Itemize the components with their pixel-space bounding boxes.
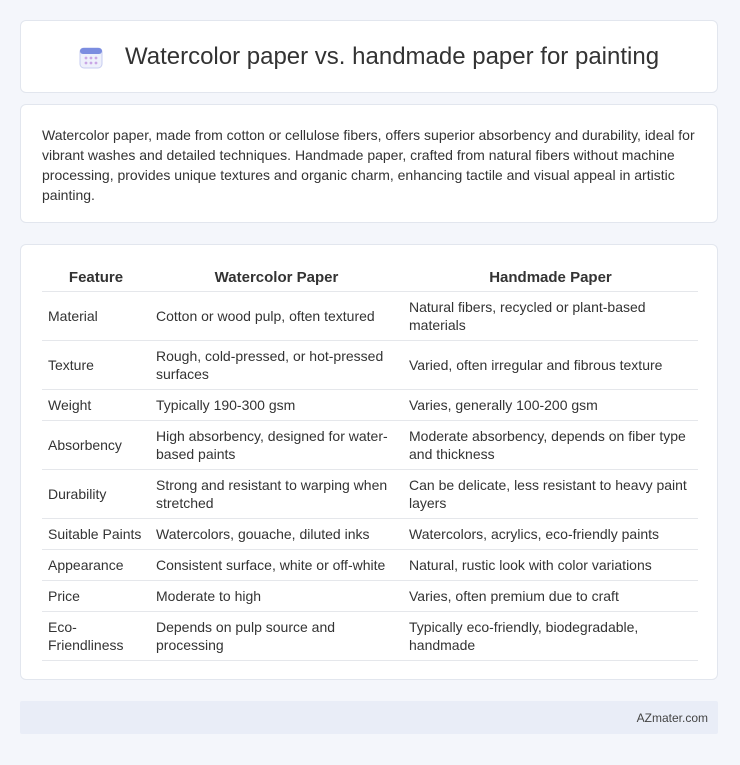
watercolor-cell: Consistent surface, white or off-white xyxy=(150,550,403,581)
watercolor-cell: Cotton or wood pulp, often textured xyxy=(150,292,403,341)
description-card xyxy=(20,104,718,223)
watercolor-cell: Watercolors, gouache, diluted inks xyxy=(150,519,403,550)
handmade-cell: Natural, rustic look with color variations xyxy=(403,550,698,581)
handmade-cell: Varied, often irregular and fibrous texture xyxy=(403,341,698,390)
table-row xyxy=(42,341,698,390)
watercolor-cell: Rough, cold-pressed, or hot-pressed surfaces xyxy=(150,341,403,390)
footer-source: AZmater.com xyxy=(636,710,708,725)
table-row xyxy=(42,550,698,581)
handmade-cell: Varies, generally 100-200 gsm xyxy=(403,390,698,421)
comparison-table xyxy=(42,263,698,661)
table-row xyxy=(42,470,698,519)
comparison-table-card xyxy=(20,244,718,680)
handmade-cell: Natural fibers, recycled or plant-based materials xyxy=(403,292,698,341)
table-header-row xyxy=(42,263,698,292)
table-row xyxy=(42,390,698,421)
calendar-icon xyxy=(79,45,103,69)
handmade-cell: Moderate absorbency, depends on fiber type and thickness xyxy=(403,421,698,470)
table-row xyxy=(42,612,698,661)
header-feature: Feature xyxy=(42,263,150,292)
page-title: Watercolor paper vs. handmade paper for painting xyxy=(124,42,660,70)
feature-cell: Durability xyxy=(42,470,150,519)
feature-cell: Weight xyxy=(42,390,150,421)
watercolor-cell: Typically 190-300 gsm xyxy=(150,390,403,421)
table-row xyxy=(42,519,698,550)
handmade-cell: Typically eco-friendly, biodegradable, handmade xyxy=(403,612,698,661)
handmade-cell: Can be delicate, less resistant to heavy paint layers xyxy=(403,470,698,519)
description-text: Watercolor paper, made from cotton or cellulose fibers, offers superior absorbency and durability, ideal for vibrant washes and detailed techniques. Handmade paper, crafted from natural fibers without machine processing, provides unique textures and organic charm, enhancing tactile and visual appeal in artistic painting. xyxy=(42,127,695,203)
feature-cell: Material xyxy=(42,292,150,341)
handmade-cell: Varies, often premium due to craft xyxy=(403,581,698,612)
watercolor-cell: High absorbency, designed for water-based paints xyxy=(150,421,403,470)
feature-cell: Suitable Paints xyxy=(42,519,150,550)
footer xyxy=(20,701,718,734)
header-handmade-paper: Handmade Paper xyxy=(403,263,698,292)
table-row xyxy=(42,292,698,341)
feature-cell: Eco-Friendliness xyxy=(42,612,150,661)
handmade-cell: Watercolors, acrylics, eco-friendly paints xyxy=(403,519,698,550)
feature-cell: Appearance xyxy=(42,550,150,581)
watercolor-cell: Depends on pulp source and processing xyxy=(150,612,403,661)
feature-cell: Price xyxy=(42,581,150,612)
feature-cell: Texture xyxy=(42,341,150,390)
table-row xyxy=(42,581,698,612)
watercolor-cell: Moderate to high xyxy=(150,581,403,612)
title-card xyxy=(20,20,718,93)
feature-cell: Absorbency xyxy=(42,421,150,470)
table-row xyxy=(42,421,698,470)
watercolor-cell: Strong and resistant to warping when stretched xyxy=(150,470,403,519)
header-watercolor-paper: Watercolor Paper xyxy=(150,263,403,292)
